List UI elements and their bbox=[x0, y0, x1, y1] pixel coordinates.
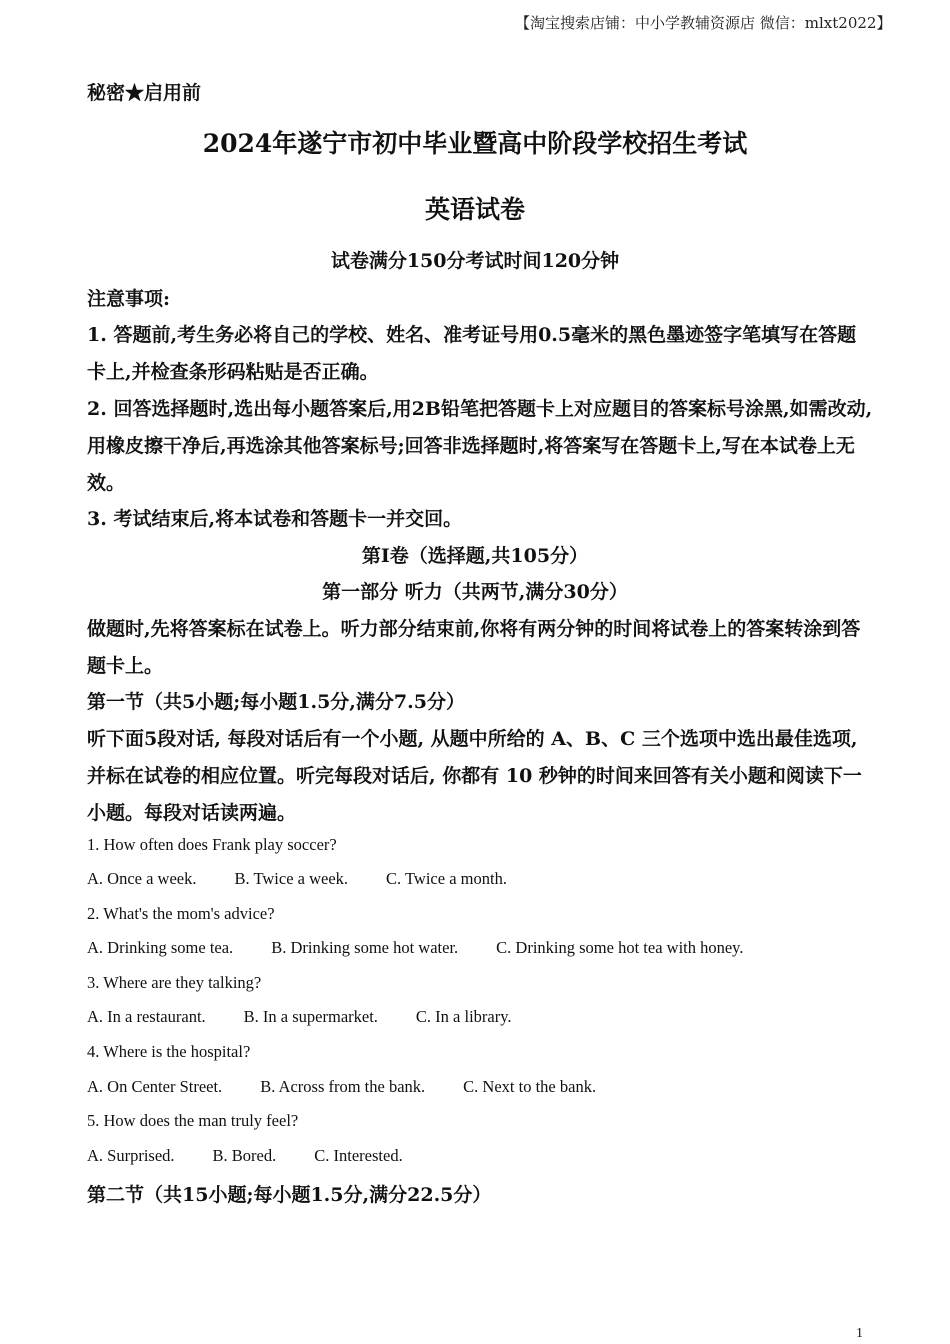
option-b: B. Across from the bank. bbox=[260, 1077, 426, 1096]
part-title: 第一部分 听力（共两节,满分30分） bbox=[322, 581, 628, 603]
option-b: B. Bored. bbox=[212, 1146, 277, 1165]
exam-info: 试卷满分150分考试时间120分钟 bbox=[330, 250, 620, 272]
section1-title: 第一节（共5小题;每小题1.5分,满分7.5分） bbox=[87, 691, 465, 713]
notice-line: 2. 回答选择题时,选出每小题答案后,用2B铅笔把答题卡上对应题目的答案标号涂黑,如需改动, bbox=[87, 398, 873, 420]
option-a: A. Drinking some tea. bbox=[87, 938, 234, 957]
question-1-options bbox=[87, 869, 545, 889]
question-4-options bbox=[87, 1077, 634, 1097]
notice-line: 效。 bbox=[87, 472, 126, 494]
question-5: 5. How does the man truly feel? bbox=[87, 1111, 299, 1130]
question-2-options bbox=[87, 938, 782, 958]
notice-heading: 注意事项: bbox=[87, 288, 171, 310]
secret-label: 秘密★启用前 bbox=[87, 82, 202, 104]
option-b: B. Drinking some hot water. bbox=[271, 938, 459, 957]
header-note: 【淘宝搜索店铺：中小学教辅资源店 微信：mlxt2022】 bbox=[515, 14, 892, 32]
question-2: 2. What's the mom's advice? bbox=[87, 904, 275, 923]
question-3-options bbox=[87, 1007, 550, 1027]
option-b: B. In a supermarket. bbox=[243, 1007, 378, 1026]
subject-title: 英语试卷 bbox=[424, 195, 525, 224]
section1-instruction-line: 并标在试卷的相应位置。听完每段对话后, 你都有 10 秒钟的时间来回答有关小题和阅读下一 bbox=[87, 765, 862, 787]
option-a: A. Once a week. bbox=[87, 869, 197, 888]
notice-line: 3. 考试结束后,将本试卷和答题卡一并交回。 bbox=[87, 508, 463, 530]
volume-title: 第Ⅰ卷（选择题,共105分） bbox=[361, 545, 589, 567]
option-c: C. Interested. bbox=[314, 1146, 403, 1165]
question-3: 3. Where are they talking? bbox=[87, 973, 262, 992]
question-1: 1. How often does Frank play soccer? bbox=[87, 835, 337, 854]
option-a: A. In a restaurant. bbox=[87, 1007, 206, 1026]
part-instruction-line: 题卡上。 bbox=[87, 655, 164, 677]
part-instruction-line: 做题时,先将答案标在试卷上。听力部分结束前,你将有两分钟的时间将试卷上的答案转涂到答 bbox=[87, 618, 861, 640]
option-c: C. Drinking some hot tea with honey. bbox=[496, 938, 744, 957]
notice-line: 1. 答题前,考生务必将自己的学校、姓名、准考证号用0.5毫米的黑色墨迹签字笔填写在答题 bbox=[87, 324, 857, 346]
notice-line: 用橡皮擦干净后,再选涂其他答案标号;回答非选择题时,将答案写在答题卡上,写在本试卷上无 bbox=[87, 435, 855, 457]
notice-line: 卡上,并检查条形码粘贴是否正确。 bbox=[87, 361, 379, 383]
option-b: B. Twice a week. bbox=[234, 869, 349, 888]
page-number: 1 bbox=[856, 1326, 863, 1341]
option-c: C. Next to the bank. bbox=[463, 1077, 597, 1096]
option-c: C. In a library. bbox=[415, 1007, 512, 1026]
option-c: C. Twice a month. bbox=[386, 869, 507, 888]
exam-title: 2024年遂宁市初中毕业暨高中阶段学校招生考试 bbox=[202, 129, 748, 158]
section2-title: 第二节（共15小题;每小题1.5分,满分22.5分） bbox=[87, 1184, 492, 1206]
question-5-options bbox=[87, 1146, 441, 1166]
section1-instruction-line: 听下面5段对话, 每段对话后有一个小题, 从题中所给的 A、B、C 三个选项中选出最佳选项, bbox=[87, 728, 858, 750]
option-a: A. On Center Street. bbox=[87, 1077, 223, 1096]
question-4: 4. Where is the hospital? bbox=[87, 1042, 251, 1061]
section1-instruction-line: 小题。每段对话读两遍。 bbox=[87, 802, 297, 824]
option-a: A. Surprised. bbox=[87, 1146, 175, 1165]
